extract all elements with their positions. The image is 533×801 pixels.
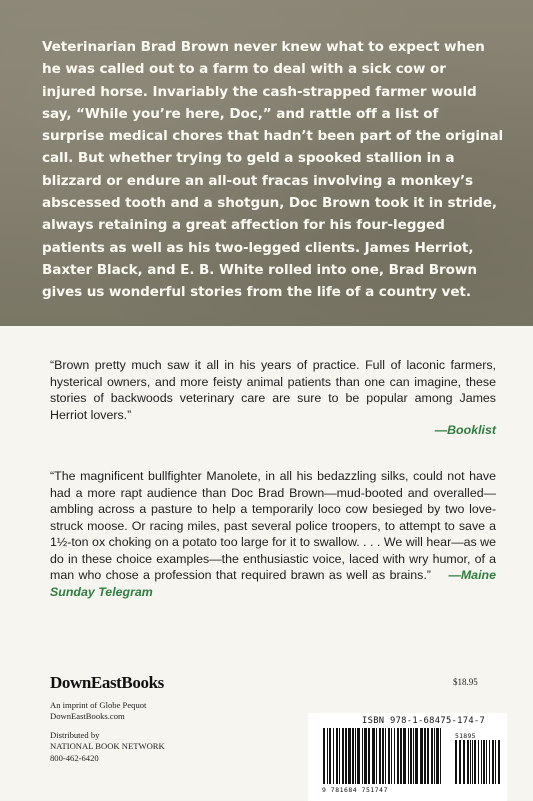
addon-barcode-bar (492, 740, 494, 784)
addon-barcode-bar (455, 740, 457, 784)
barcode-bar (391, 728, 392, 784)
barcode-bar (424, 728, 426, 784)
barcode-bar (427, 728, 429, 784)
addon-barcode-bar (470, 740, 471, 784)
distributor-name: NATIONAL BOOK NETWORK (50, 741, 165, 751)
blurb-panel (0, 0, 533, 326)
barcode-bar (376, 728, 377, 784)
barcode-bar (362, 728, 363, 784)
barcode-bar (408, 728, 409, 784)
review-attribution-telegram: —Maine Sunday Telegram (50, 568, 496, 599)
barcode-bar (400, 728, 402, 784)
distributed-by-label: Distributed by (50, 730, 100, 740)
barcode-bar (388, 728, 390, 784)
barcode-bar (385, 728, 386, 784)
publisher-website: DownEastBooks.com (50, 711, 125, 721)
barcode-bar (364, 728, 367, 784)
barcode-bar (368, 728, 370, 784)
addon-barcode-bar (489, 740, 490, 784)
isbn-barcode-graphic (323, 728, 503, 786)
barcode-bar (415, 728, 418, 784)
addon-barcode-bar (498, 740, 500, 784)
barcode-bar (397, 728, 399, 784)
barcode-bar (329, 728, 331, 784)
addon-barcode-bar (495, 740, 496, 784)
imprint-line: An imprint of Globe Pequot (50, 700, 147, 710)
addon-barcode-bar (467, 740, 469, 784)
barcode-bar (431, 728, 433, 784)
barcode-bar (345, 728, 347, 784)
barcode-bar (436, 728, 439, 784)
barcode-bar (336, 728, 338, 784)
barcode-bar (348, 728, 351, 784)
barcode-bar (357, 728, 360, 784)
addon-barcode-bar (486, 740, 487, 784)
review-attribution-booklist: —Booklist (434, 423, 496, 437)
barcode-bar (352, 728, 354, 784)
price-addon-digits: 51895 (455, 732, 476, 740)
review-quote-telegram (50, 468, 496, 600)
book-blurb: Veterinarian Brad Brown never knew what to expect when he was called out to a farm to deal with a sick cow or injured horse. Invariably the cash-strapped farmer would say, “While you’re here, Doc,” and rattle off a list of surprise medical chores that hadn’t been part of the original call. But whether trying to geld a spooked stallion in a blizzard or endure an all-out fracas involving a monkey’s abscessed tooth and a shotgun, Doc Brown took it in stride, always retaining a great affection for his four-legged patients as well as his two-legged clients. James Herriot, Baxter Black, and E. B. White rolled into one, Brad Brown gives us wonderful stories from the life of a country vet. (42, 39, 504, 301)
addon-barcode-bar (483, 740, 485, 784)
barcode-bar (339, 728, 340, 784)
barcode-bar (327, 728, 328, 784)
ean-digits: 9 781684 751747 (322, 786, 388, 794)
barcode-bar (434, 728, 435, 784)
barcode-bar (440, 728, 441, 784)
addon-barcode-bar (481, 740, 482, 784)
addon-barcode-bar (474, 740, 476, 784)
addon-barcode-bar (478, 740, 479, 784)
barcode-bar (342, 728, 344, 784)
barcode-bar (403, 728, 406, 784)
addon-barcode-bar (472, 740, 473, 784)
publisher-logo: DownEastBooks (50, 673, 164, 692)
barcode-bar (394, 728, 395, 784)
barcode-bar (413, 728, 414, 784)
review-panel (0, 326, 533, 800)
price-label: $18.95 (453, 677, 478, 687)
addon-barcode-bar (463, 740, 465, 784)
barcode-bar (379, 728, 381, 784)
addon-barcode-bar (459, 740, 461, 784)
barcode-bar (372, 728, 375, 784)
barcode-bar (333, 728, 334, 784)
barcode-bar (420, 728, 423, 784)
review-quote-telegram-text: “The magnificent bullfighter Manolete, in all his bedazzling silks, could not have had a more rapt audience than Doc Brad Brown—mud-booted and overalled—ambling across a pasture to help a temporarily loco cow besieged by two love-struck moose. Or racing miles, past several police troopers, to attempt to save a 1½-ton ox choking on a potato too large for it to swallow. . . . We will hear—as we do in these choice examples—the enthusiastic voice, laced with wry humor, of a man who chose a profession that required brawn as well as brains.” (50, 469, 496, 582)
barcode-bar (355, 728, 356, 784)
distributor-phone: 800-462-6420 (50, 753, 99, 763)
barcode-bar (382, 728, 384, 784)
review-quote-booklist: “Brown pretty much saw it all in his years of practice. Full of laconic farmers, hysterical owners, and more feisty animal patients than one can imagine, these stories of backwoods veterinary care are sure to be popular among James Herriot lovers.” (50, 358, 496, 422)
barcode-bar (323, 728, 325, 784)
isbn-label: ISBN 978-1-68475-174-7 (362, 716, 486, 726)
barcode-bar (410, 728, 412, 784)
